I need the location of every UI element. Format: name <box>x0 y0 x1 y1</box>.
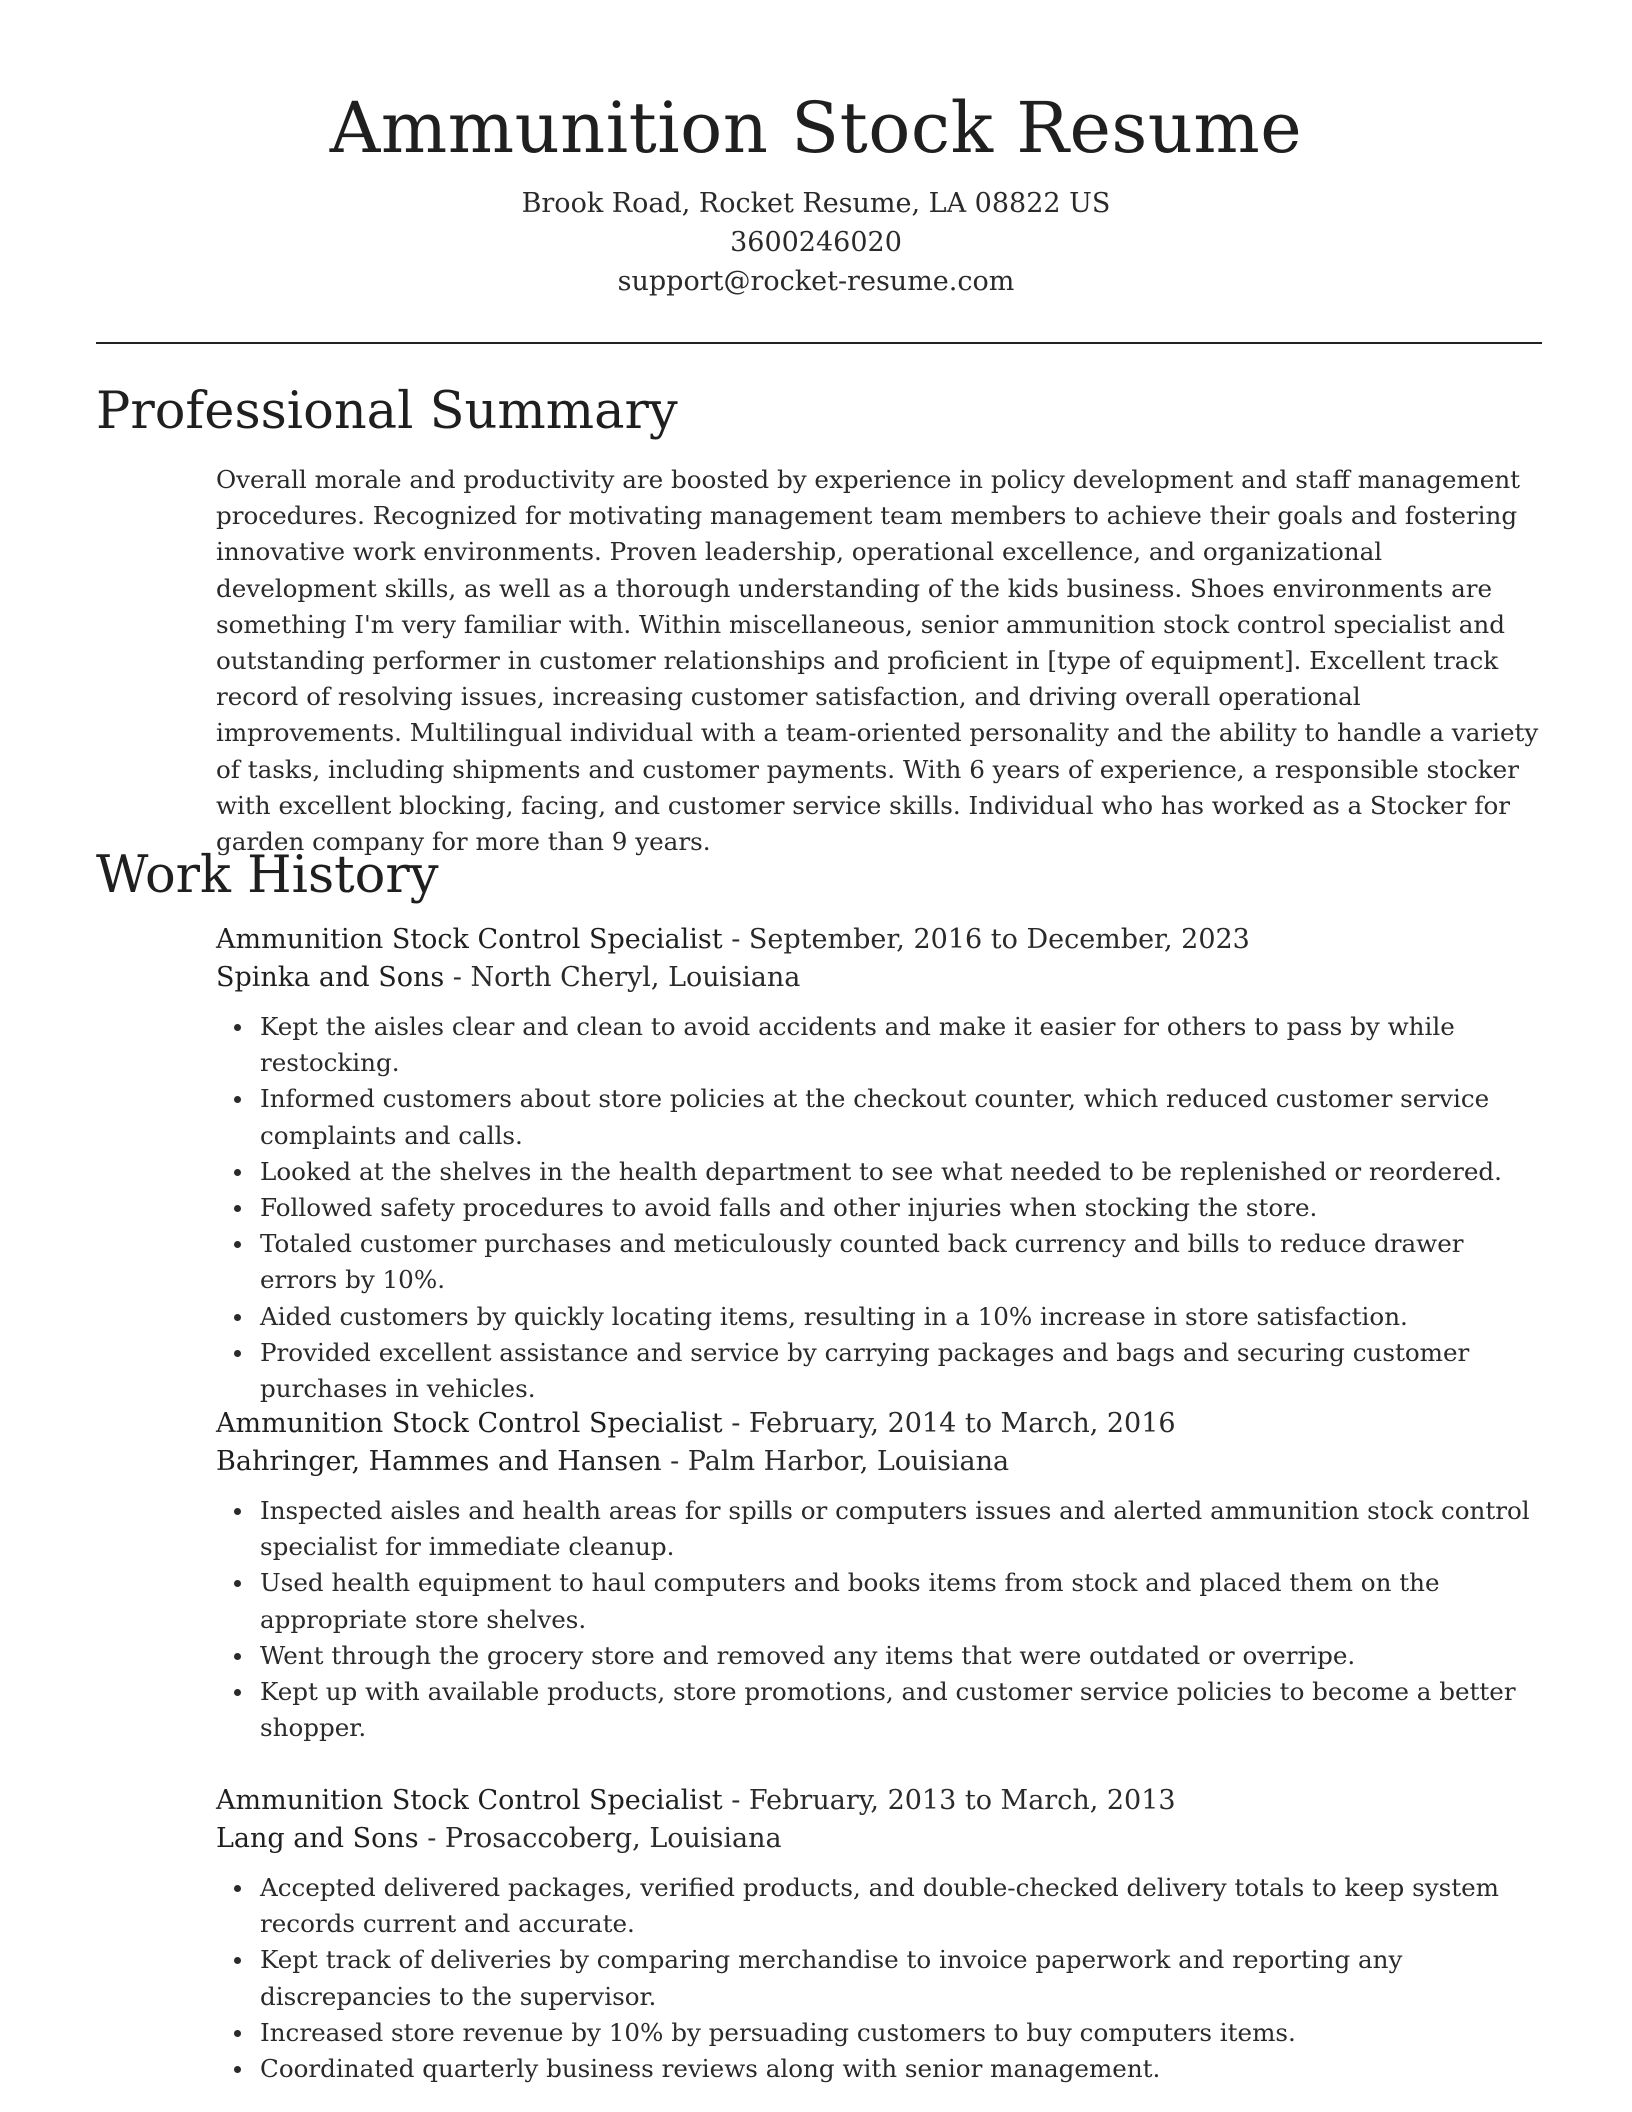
job-bullet: Followed safety procedures to avoid falls and other injuries when stocking the store. <box>260 1190 1546 1226</box>
job-bullet: Kept up with available products, store promotions, and customer service policies to become a better shopper. <box>260 1674 1546 1746</box>
job-bullet: Went through the grocery store and removed any items that were outdated or overripe. <box>260 1638 1546 1674</box>
job-company: Bahringer, Hammes and Hansen <box>216 1446 662 1477</box>
job-location: - Palm Harbor, Louisiana <box>661 1446 1010 1477</box>
job-bullet: Aided customers by quickly locating items, resulting in a 10% increase in store satisfaction. <box>260 1299 1546 1335</box>
job-entry <box>216 1782 1546 2087</box>
job-bullet: Increased store revenue by 10% by persuading customers to buy computers items. <box>260 2015 1546 2051</box>
contact-address: Brook Road, Rocket Resume, LA 08822 US <box>521 188 1111 219</box>
job-role: Ammunition Stock Control Specialist <box>216 924 723 955</box>
job-bullet: Provided excellent assistance and service by carrying packages and bags and securing customer purchases in vehicles. <box>260 1335 1546 1407</box>
job-bullet: Used health equipment to haul computers and books items from stock and placed them on the appropriate store shelves. <box>260 1565 1546 1637</box>
job-heading <box>216 921 1546 959</box>
section-title-work-history: Work History <box>96 846 439 905</box>
job-bullet: Kept track of deliveries by comparing merchandise to invoice paperwork and reporting any discrepancies to the supervisor. <box>260 1942 1546 2014</box>
job-employer <box>216 1443 1546 1481</box>
job-bullet: Kept the aisles clear and clean to avoid accidents and make it easier for others to pass by while restocking. <box>260 1009 1546 1081</box>
job-bullet: Totaled customer purchases and meticulously counted back currency and bills to reduce drawer errors by 10%. <box>260 1226 1546 1298</box>
job-employer <box>216 1820 1546 1858</box>
job-role: Ammunition Stock Control Specialist <box>216 1408 723 1439</box>
job-dates: - February, 2013 to March, 2013 <box>722 1785 1176 1816</box>
job-company: Spinka and Sons <box>216 962 445 993</box>
job-entry <box>216 1405 1546 1746</box>
job-bullet: Informed customers about store policies at the checkout counter, which reduced customer service complaints and calls. <box>260 1081 1546 1153</box>
job-bullet-list <box>216 1493 1546 1746</box>
job-employer <box>216 959 1546 997</box>
header-divider <box>96 342 1542 344</box>
resume-header <box>0 0 1632 301</box>
job-bullet: Looked at the shelves in the health department to see what needed to be replenished or reordered. <box>260 1154 1546 1190</box>
job-bullet: Inspected aisles and health areas for spills or computers issues and alerted ammunition stock control specialist for immediate cleanup. <box>260 1493 1546 1565</box>
section-title-summary: Professional Summary <box>96 382 678 441</box>
job-company: Lang and Sons <box>216 1823 419 1854</box>
contact-block <box>0 184 1632 301</box>
summary-paragraph: Overall morale and productivity are boosted by experience in policy development and staff management procedures. Recognized for motivating management team members to achieve their goals and fostering innovative work environments. Proven leadership, operational excellence, and organizational development skills, as well as a thorough understanding of the kids business. Shoes environments are something I'm very familiar with. Within miscellaneous, senior ammunition stock control specialist and outstanding performer in customer relationships and proficient in [type of equipment]. Excellent track record of resolving issues, increasing customer satisfaction, and driving overall operational improvements. Multilingual individual with a team-oriented personality and the ability to handle a variety of tasks, including shipments and customer payments. With 6 years of experience, a responsible stocker with excellent blocking, facing, and customer service skills. Individual who has worked as a Stocker for garden company for more than 9 years. <box>216 465 1539 857</box>
job-entry <box>216 921 1546 1407</box>
contact-email: support@rocket-resume.com <box>617 266 1015 297</box>
job-heading <box>216 1405 1546 1443</box>
job-dates: - September, 2016 to December, 2023 <box>722 924 1250 955</box>
job-role: Ammunition Stock Control Specialist <box>216 1785 723 1816</box>
job-location: - Prosaccoberg, Louisiana <box>418 1823 782 1854</box>
contact-phone: 3600246020 <box>730 227 902 258</box>
resume-name: Ammunition Stock Resume <box>329 87 1303 169</box>
job-bullet-list <box>216 1870 1546 2087</box>
job-heading <box>216 1782 1546 1820</box>
job-bullet: Coordinated quarterly business reviews along with senior management. <box>260 2051 1546 2087</box>
job-bullet: Accepted delivered packages, verified products, and double-checked delivery totals to keep system records current and accurate. <box>260 1870 1546 1942</box>
job-dates: - February, 2014 to March, 2016 <box>722 1408 1176 1439</box>
job-location: - North Cheryl, Louisiana <box>444 962 801 993</box>
job-bullet-list <box>216 1009 1546 1407</box>
